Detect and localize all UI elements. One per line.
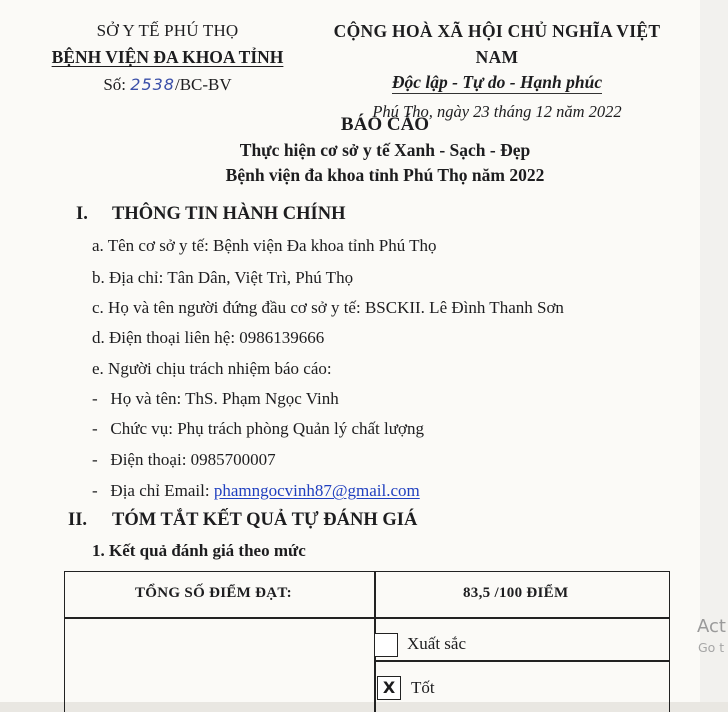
section2-subheading: 1. Kết quả đánh giá theo mức <box>92 541 306 560</box>
option-excellent-label: Xuất sắc <box>407 634 467 653</box>
table-divider-option <box>374 660 669 662</box>
info-item-reporter-phone: - Điện thoại: 0985700007 <box>92 450 276 469</box>
section2-number: II. <box>68 510 88 530</box>
national-motto: Độc lập - Tự do - Hạnh phúc <box>391 72 603 92</box>
section1-heading: THÔNG TIN HÀNH CHÍNH <box>112 204 346 224</box>
option-good-label: Tốt <box>411 678 435 697</box>
email-label: - Địa chỉ Email: <box>92 481 214 500</box>
score-table <box>64 571 670 712</box>
report-title-line1: BÁO CÁO <box>340 114 430 135</box>
checkbox-good[interactable]: X <box>377 676 401 700</box>
section1-number: I. <box>76 204 88 224</box>
organization-name-text: BỆNH VIỆN ĐA KHOA TỈNH <box>51 47 284 67</box>
organization-name <box>40 44 295 70</box>
document-number-label: Số: <box>103 75 127 94</box>
info-item-director: c. Họ và tên người đứng đầu cơ sở y tế: BSCKII. Lê Đình Thanh Sơn <box>92 298 564 317</box>
info-item-facility: a. Tên cơ sở y tế: Bệnh viện Đa khoa tỉnh Phú Thọ <box>92 236 437 255</box>
document-number <box>40 72 295 98</box>
header-right <box>312 18 682 122</box>
checkbox-excellent[interactable] <box>374 633 398 657</box>
report-title <box>150 112 620 188</box>
section2-heading: TÓM TẮT KẾT QUẢ TỰ ĐÁNH GIÁ <box>112 510 418 530</box>
table-divider-horizontal <box>65 617 669 619</box>
info-item-reporter-name: - Họ và tên: ThS. Phạm Ngọc Vinh <box>92 389 339 408</box>
info-item-address: b. Địa chỉ: Tân Dân, Việt Trì, Phú Thọ <box>92 268 354 287</box>
activation-watermark-sub: Go t <box>698 640 725 655</box>
document-number-suffix: /BC-BV <box>174 75 232 94</box>
nation-name: CỘNG HOÀ XÃ HỘI CHỦ NGHĨA VIỆT NAM <box>333 21 661 67</box>
document-number-handwritten: 2538 <box>130 75 175 94</box>
document-date: Phú Thọ, ngày 23 tháng 12 năm 2022 <box>372 102 622 121</box>
activation-watermark: Act <box>697 616 726 637</box>
agency-name: SỞ Y TẾ PHÚ THỌ <box>96 21 239 40</box>
info-item-reporter-email <box>92 481 420 501</box>
header-left <box>40 18 295 98</box>
report-title-line2: Thực hiện cơ sở y tế Xanh - Sạch - Đẹp <box>239 140 531 160</box>
screen-edge <box>700 0 728 702</box>
total-score-value: 83,5 /100 ĐIỂM <box>463 585 569 601</box>
email-link[interactable]: phamngocvinh87@gmail.com <box>213 481 420 500</box>
total-score-label: TỔNG SỐ ĐIỂM ĐẠT: <box>135 585 292 601</box>
info-item-responsible: e. Người chịu trách nhiệm báo cáo: <box>92 359 332 378</box>
report-title-line3: Bệnh viện đa khoa tỉnh Phú Thọ năm 2022 <box>225 165 545 185</box>
info-item-phone: d. Điện thoại liên hệ: 0986139666 <box>92 328 325 347</box>
info-item-reporter-title: - Chức vụ: Phụ trách phòng Quản lý chất lượng <box>92 419 424 438</box>
